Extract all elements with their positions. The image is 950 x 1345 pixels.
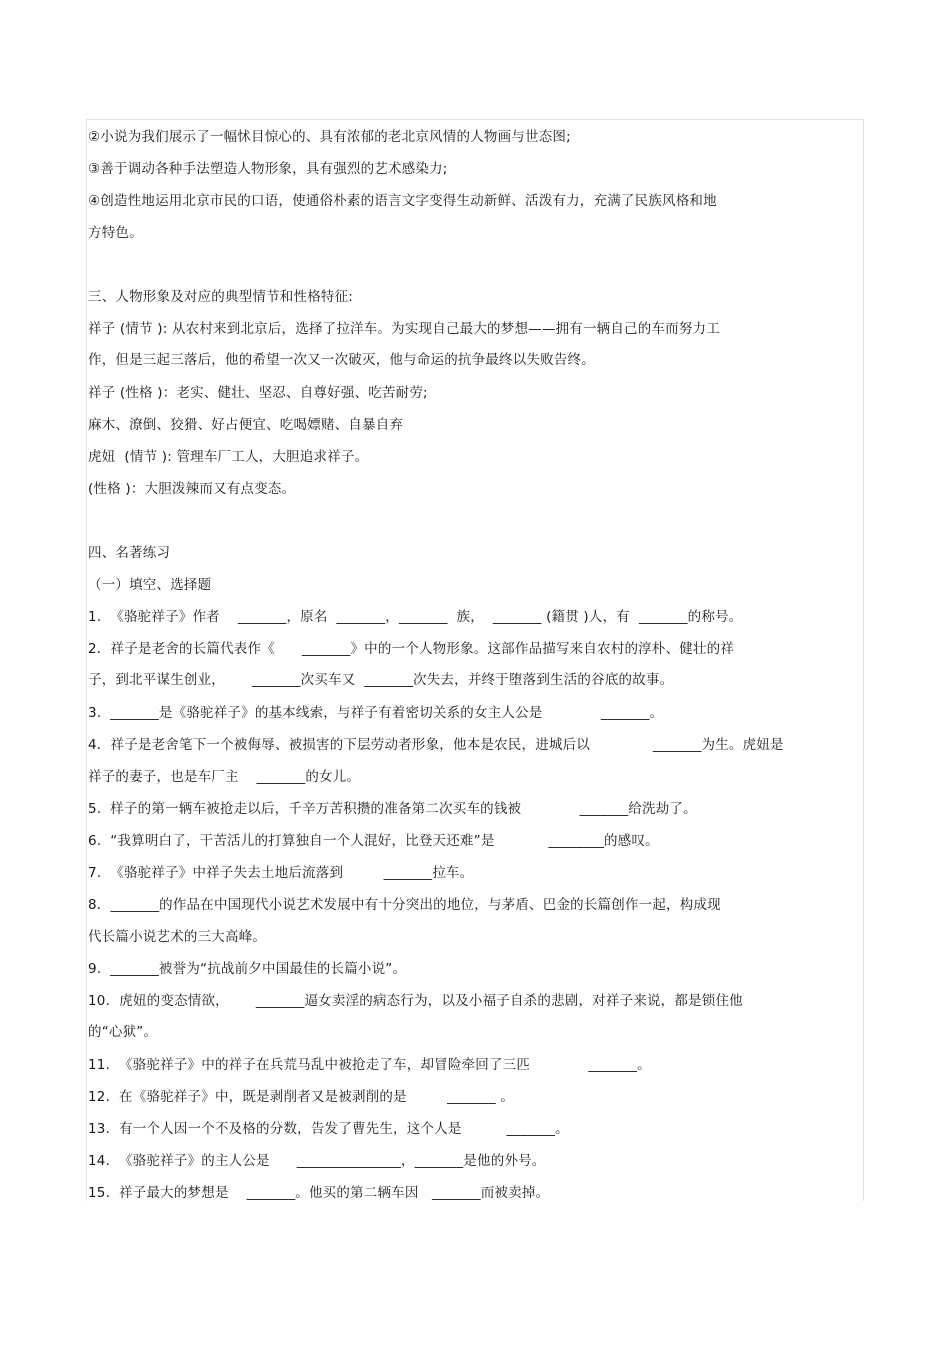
question-line: 子，到北平谋生创业， _______次买车又 _______次失去，并终于堕落到生活的谷底的故事。 <box>88 672 674 688</box>
feature-line-4: ④创造性地运用北京市民的口语，使通俗朴素的语言文字变得生动新鲜、活泼有力，充满了民族风格和地 <box>88 193 717 209</box>
character-line: 祥子 (性格 )：老实、健壮、坚忍、自尊好强、吃苦耐劳; <box>88 385 428 401</box>
section-heading-characters: 三、人物形象及对应的典型情节和性格特征: <box>88 289 354 305</box>
character-line: 作，但是三起三落后，他的希望一次又一次破灭，他与命运的抗争最终以失败告终。 <box>88 352 595 368</box>
question-line: 3. _______是《骆驼祥子》的基本线索，与祥子有着密切关系的女主人公是 _______。 <box>88 705 664 721</box>
character-line: 虎妞 (情节 ): 管理车厂工人，大胆追求祥子。 <box>88 449 369 465</box>
question-line: 代长篇小说艺术的三大高峰。 <box>88 929 267 945</box>
question-line: 15. 祥子最大的梦想是 _______。他买的第二辆车因 _______而被卖掉。 <box>88 1185 550 1201</box>
feature-line-4-cont: 方特色。 <box>88 225 143 241</box>
character-line: 祥子 (情节 ): 从农村来到北京后，选择了拉洋车。为实现自己最大的梦想——拥有一辆自己的车而努力工 <box>88 321 720 337</box>
question-line: 1. 《骆驼祥子》作者 _______，原名 _______，_______ 族， _______ (籍贯 )人，有 _______的称号。 <box>88 609 743 625</box>
question-line: 8．_______的作品在中国现代小说艺术发展中有十分突出的地位，与茅盾、巴金的长篇创作一起，构成现 <box>88 897 721 913</box>
feature-line-2: ②小说为我们展示了一幅怵目惊心的、具有浓郁的老北京风情的人物画与世态图; <box>88 129 571 145</box>
feature-line-3: ③善于调动各种手法塑造人物形象，具有强烈的艺术感染力; <box>88 161 448 177</box>
question-line: 10．虎妞的变态情欲， _______逼女卖淫的病态行为，以及小福子自杀的悲剧，对祥子来说，都是锁住他 <box>88 993 743 1009</box>
question-line: 4．祥子是老舍笔下一个被侮辱、被损害的下层劳动者形象，他本是农民，进城后以 _______为生。虎妞是 <box>88 737 784 753</box>
question-line: 9. _______被誉为“抗战前夕中国最佳的长篇小说”。 <box>88 961 407 977</box>
question-line: 14. 《骆驼祥子》的主人公是 _______________，_______是他的外号。 <box>88 1153 546 1169</box>
character-line: (性格 )：大胆泼辣而又有点变态。 <box>88 481 296 497</box>
page-border <box>86 119 864 1201</box>
question-line: 13. 有一个人因一个不及格的分数，告发了曹先生，这个人是 _______。 <box>88 1121 569 1137</box>
question-line: 5. 样子的第一辆车被抢走以后，千辛万苦积攒的准备第二次买车的钱被 _______给洗劫了。 <box>88 801 697 817</box>
question-line: 6. “我算明白了，干苦活儿的打算独自一个人混好，比登天还难”是 ________的感叹。 <box>88 833 659 849</box>
section-heading-exercises: 四、名著练习 <box>88 545 171 561</box>
question-line: 11. 《骆驼祥子》中的祥子在兵荒马乱中被抢走了车，却冒险牵回了三匹 _______。 <box>88 1057 651 1073</box>
question-line: 2．祥子是老舍的长篇代表作《 _______》中的一个人物形象。这部作品描写来自农村的淳朴、健壮的祥 <box>88 641 735 657</box>
question-line: 祥子的妻子，也是车厂主 _______的女儿。 <box>88 769 361 785</box>
character-line: 麻木、潦倒、狡猾、好占便宜、吃喝嫖赌、自暴自弃 <box>88 417 404 433</box>
exercise-subheading: （一）填空、选择题 <box>88 577 212 593</box>
question-line: 的“心狱”。 <box>88 1024 158 1040</box>
question-line: 7. 《骆驼祥子》中祥子失去土地后流落到 _______拉车。 <box>88 865 474 881</box>
question-line: 12. 在《骆驼祥子》中，既是剥削者又是被剥削的是 _______ 。 <box>88 1089 515 1105</box>
